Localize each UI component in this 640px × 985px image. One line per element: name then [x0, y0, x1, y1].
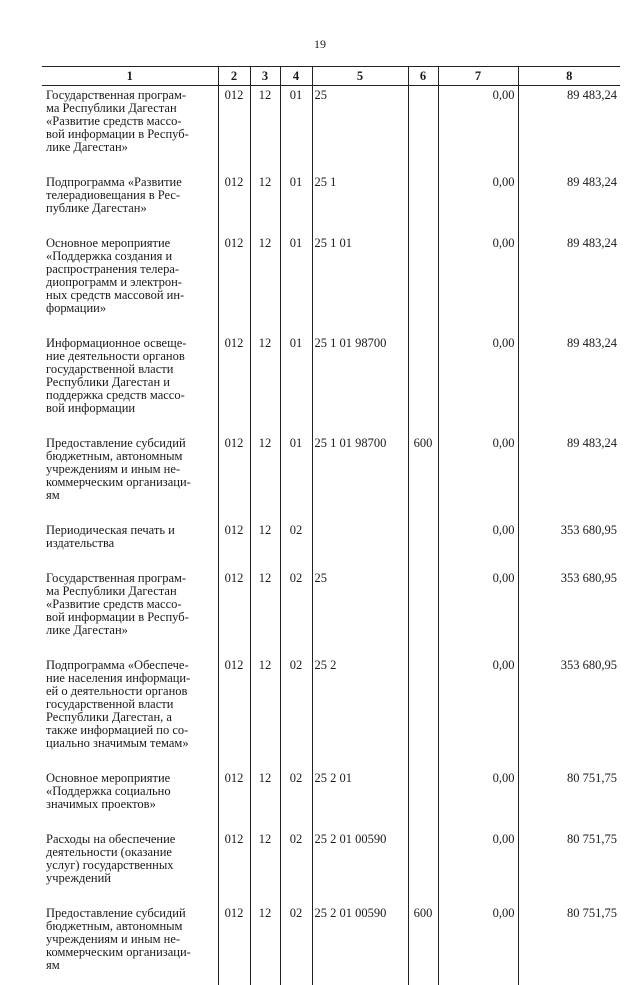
spacer-cell: [42, 885, 218, 904]
spacer-cell: [312, 972, 408, 985]
table-row: [42, 434, 620, 502]
row-section-cell: 12: [250, 521, 280, 550]
row-name-cell: Предоставление субсидий бюджетным, автономным учреждениям и иным не- коммерческим организаци- ям: [42, 434, 218, 502]
spacer-cell: [518, 315, 620, 334]
row-target-cell: 25 2: [312, 656, 408, 750]
row-code-cell: 012: [218, 656, 250, 750]
spacer-cell: [312, 811, 408, 830]
row-name-cell: Периодическая печать и издательства: [42, 521, 218, 550]
spacer-cell: [250, 550, 280, 569]
header-cell: 5: [312, 67, 408, 86]
spacer-cell: [438, 502, 518, 521]
spacer-cell: [312, 315, 408, 334]
row-section-cell: 12: [250, 86, 280, 155]
row-expense-type-cell: [408, 86, 438, 155]
row-subsection-cell: 02: [280, 830, 312, 885]
spacer-cell: [280, 315, 312, 334]
row-total-cell: 353 680,95: [518, 656, 620, 750]
row-target-cell: 25 2 01 00590: [312, 904, 408, 972]
row-section-cell: 12: [250, 569, 280, 637]
spacer-cell: [312, 550, 408, 569]
row-spacer: [42, 637, 620, 656]
spacer-cell: [250, 885, 280, 904]
row-subsection-cell: 02: [280, 656, 312, 750]
table-row: [42, 904, 620, 972]
row-subsection-cell: 01: [280, 434, 312, 502]
row-amount-cell: 0,00: [438, 904, 518, 972]
spacer-cell: [518, 750, 620, 769]
spacer-cell: [218, 811, 250, 830]
row-section-cell: 12: [250, 173, 280, 215]
row-target-cell: 25 2 01 00590: [312, 830, 408, 885]
spacer-cell: [42, 215, 218, 234]
row-code-cell: 012: [218, 904, 250, 972]
row-expense-type-cell: [408, 234, 438, 315]
spacer-cell: [312, 502, 408, 521]
spacer-cell: [408, 550, 438, 569]
table-row: [42, 86, 620, 155]
spacer-cell: [42, 502, 218, 521]
row-code-cell: 012: [218, 86, 250, 155]
row-section-cell: 12: [250, 434, 280, 502]
spacer-cell: [312, 750, 408, 769]
table-row: [42, 769, 620, 811]
header-cell: 8: [518, 67, 620, 86]
row-code-cell: 012: [218, 569, 250, 637]
row-code-cell: 012: [218, 234, 250, 315]
row-amount-cell: 0,00: [438, 521, 518, 550]
row-section-cell: 12: [250, 830, 280, 885]
spacer-cell: [408, 154, 438, 173]
header-cell: 3: [250, 67, 280, 86]
spacer-cell: [218, 415, 250, 434]
row-spacer: [42, 885, 620, 904]
row-expense-type-cell: [408, 521, 438, 550]
spacer-cell: [250, 972, 280, 985]
row-expense-type-cell: [408, 173, 438, 215]
spacer-cell: [218, 215, 250, 234]
row-section-cell: 12: [250, 656, 280, 750]
row-target-cell: 25: [312, 569, 408, 637]
row-spacer: [42, 972, 620, 985]
row-expense-type-cell: [408, 334, 438, 415]
table-row: [42, 521, 620, 550]
header-cell: 1: [42, 67, 218, 86]
row-expense-type-cell: [408, 769, 438, 811]
spacer-cell: [218, 637, 250, 656]
row-subsection-cell: 02: [280, 904, 312, 972]
row-name-cell: Подпрограмма «Развитие телерадиовещания в Рес- публике Дагестан»: [42, 173, 218, 215]
row-total-cell: 89 483,24: [518, 173, 620, 215]
row-section-cell: 12: [250, 904, 280, 972]
spacer-cell: [218, 315, 250, 334]
row-subsection-cell: 02: [280, 569, 312, 637]
header-cell: 6: [408, 67, 438, 86]
spacer-cell: [250, 502, 280, 521]
row-amount-cell: 0,00: [438, 334, 518, 415]
spacer-cell: [218, 885, 250, 904]
row-amount-cell: 0,00: [438, 656, 518, 750]
table-header-row: [42, 67, 620, 86]
spacer-cell: [438, 415, 518, 434]
row-subsection-cell: 01: [280, 86, 312, 155]
spacer-cell: [280, 972, 312, 985]
row-subsection-cell: 01: [280, 334, 312, 415]
row-target-cell: 25 1 01: [312, 234, 408, 315]
row-total-cell: 80 751,75: [518, 769, 620, 811]
row-spacer: [42, 415, 620, 434]
spacer-cell: [280, 550, 312, 569]
table-row: [42, 830, 620, 885]
spacer-cell: [250, 154, 280, 173]
spacer-cell: [312, 154, 408, 173]
row-name-cell: Предоставление субсидий бюджетным, автономным учреждениям и иным не- коммерческим организаци- ям: [42, 904, 218, 972]
spacer-cell: [280, 637, 312, 656]
row-amount-cell: 0,00: [438, 769, 518, 811]
spacer-cell: [42, 415, 218, 434]
spacer-cell: [438, 315, 518, 334]
table-body: [42, 86, 620, 985]
row-subsection-cell: 02: [280, 521, 312, 550]
spacer-cell: [518, 972, 620, 985]
spacer-cell: [218, 750, 250, 769]
row-spacer: [42, 215, 620, 234]
row-name-cell: Государственная програм- ма Республики Дагестан «Развитие средств массо- вой информации в Респуб- лике Дагестан»: [42, 86, 218, 155]
spacer-cell: [42, 811, 218, 830]
spacer-cell: [250, 215, 280, 234]
header-cell: 2: [218, 67, 250, 86]
row-subsection-cell: 02: [280, 769, 312, 811]
row-target-cell: 25 1 01 98700: [312, 334, 408, 415]
spacer-cell: [438, 811, 518, 830]
row-amount-cell: 0,00: [438, 234, 518, 315]
spacer-cell: [408, 415, 438, 434]
spacer-cell: [280, 502, 312, 521]
header-cell: 7: [438, 67, 518, 86]
table-row: [42, 656, 620, 750]
spacer-cell: [408, 885, 438, 904]
row-section-cell: 12: [250, 234, 280, 315]
row-expense-type-cell: 600: [408, 904, 438, 972]
row-amount-cell: 0,00: [438, 569, 518, 637]
row-total-cell: 89 483,24: [518, 334, 620, 415]
spacer-cell: [312, 637, 408, 656]
row-expense-type-cell: [408, 656, 438, 750]
row-total-cell: 89 483,24: [518, 234, 620, 315]
spacer-cell: [218, 154, 250, 173]
spacer-cell: [408, 811, 438, 830]
row-spacer: [42, 315, 620, 334]
spacer-cell: [438, 750, 518, 769]
page-number: 19: [0, 37, 640, 52]
spacer-cell: [312, 215, 408, 234]
row-code-cell: 012: [218, 769, 250, 811]
row-code-cell: 012: [218, 173, 250, 215]
row-amount-cell: 0,00: [438, 830, 518, 885]
row-total-cell: 89 483,24: [518, 434, 620, 502]
row-name-cell: Государственная програм- ма Республики Дагестан «Развитие средств массо- вой информации в Респуб- лике Дагестан»: [42, 569, 218, 637]
row-code-cell: 012: [218, 434, 250, 502]
spacer-cell: [518, 415, 620, 434]
budget-table: [42, 66, 620, 985]
row-name-cell: Расходы на обеспечение деятельности (оказание услуг) государственных учреждений: [42, 830, 218, 885]
row-spacer: [42, 750, 620, 769]
row-spacer: [42, 154, 620, 173]
row-subsection-cell: 01: [280, 234, 312, 315]
spacer-cell: [408, 215, 438, 234]
row-code-cell: 012: [218, 830, 250, 885]
row-name-cell: Информационное освеще- ние деятельности органов государственной власти Республики Дагестан и поддержка средств массо- вой информации: [42, 334, 218, 415]
row-target-cell: 25 2 01: [312, 769, 408, 811]
spacer-cell: [42, 154, 218, 173]
spacer-cell: [518, 154, 620, 173]
spacer-cell: [408, 637, 438, 656]
spacer-cell: [518, 637, 620, 656]
spacer-cell: [518, 502, 620, 521]
row-spacer: [42, 550, 620, 569]
row-name-cell: Основное мероприятие «Поддержка создания и распространения телера- диопрограмм и электрон- ных средств массовой ин- формации»: [42, 234, 218, 315]
spacer-cell: [408, 750, 438, 769]
spacer-cell: [408, 972, 438, 985]
spacer-cell: [518, 811, 620, 830]
row-section-cell: 12: [250, 769, 280, 811]
spacer-cell: [438, 972, 518, 985]
spacer-cell: [250, 811, 280, 830]
spacer-cell: [408, 315, 438, 334]
row-expense-type-cell: [408, 569, 438, 637]
row-amount-cell: 0,00: [438, 86, 518, 155]
row-total-cell: 353 680,95: [518, 521, 620, 550]
row-code-cell: 012: [218, 334, 250, 415]
row-target-cell: 25 1: [312, 173, 408, 215]
spacer-cell: [280, 750, 312, 769]
spacer-cell: [280, 415, 312, 434]
row-total-cell: 80 751,75: [518, 830, 620, 885]
row-total-cell: 89 483,24: [518, 86, 620, 155]
spacer-cell: [518, 885, 620, 904]
row-total-cell: 80 751,75: [518, 904, 620, 972]
row-spacer: [42, 811, 620, 830]
spacer-cell: [280, 215, 312, 234]
spacer-cell: [280, 154, 312, 173]
spacer-cell: [312, 885, 408, 904]
spacer-cell: [280, 885, 312, 904]
row-target-cell: [312, 521, 408, 550]
table-row: [42, 234, 620, 315]
row-expense-type-cell: [408, 830, 438, 885]
spacer-cell: [250, 315, 280, 334]
table-row: [42, 173, 620, 215]
spacer-cell: [42, 315, 218, 334]
spacer-cell: [312, 415, 408, 434]
spacer-cell: [42, 550, 218, 569]
row-target-cell: 25 1 01 98700: [312, 434, 408, 502]
spacer-cell: [42, 750, 218, 769]
spacer-cell: [438, 550, 518, 569]
row-spacer: [42, 502, 620, 521]
spacer-cell: [218, 502, 250, 521]
spacer-cell: [42, 972, 218, 985]
row-amount-cell: 0,00: [438, 173, 518, 215]
row-code-cell: 012: [218, 521, 250, 550]
row-name-cell: Подпрограмма «Обеспече- ние населения информаци- ей о деятельности органов государственной власти Республики Дагестан, а также информацией по со- циально значимым темам»: [42, 656, 218, 750]
spacer-cell: [518, 215, 620, 234]
spacer-cell: [250, 750, 280, 769]
row-name-cell: Основное мероприятие «Поддержка социально значимых проектов»: [42, 769, 218, 811]
spacer-cell: [408, 502, 438, 521]
spacer-cell: [218, 972, 250, 985]
spacer-cell: [438, 637, 518, 656]
row-total-cell: 353 680,95: [518, 569, 620, 637]
spacer-cell: [218, 550, 250, 569]
row-target-cell: 25: [312, 86, 408, 155]
spacer-cell: [42, 637, 218, 656]
table-row: [42, 334, 620, 415]
table-row: [42, 569, 620, 637]
spacer-cell: [280, 811, 312, 830]
row-expense-type-cell: 600: [408, 434, 438, 502]
row-section-cell: 12: [250, 334, 280, 415]
spacer-cell: [438, 154, 518, 173]
header-cell: 4: [280, 67, 312, 86]
spacer-cell: [518, 550, 620, 569]
spacer-cell: [250, 637, 280, 656]
spacer-cell: [250, 415, 280, 434]
spacer-cell: [438, 885, 518, 904]
row-subsection-cell: 01: [280, 173, 312, 215]
spacer-cell: [438, 215, 518, 234]
row-amount-cell: 0,00: [438, 434, 518, 502]
